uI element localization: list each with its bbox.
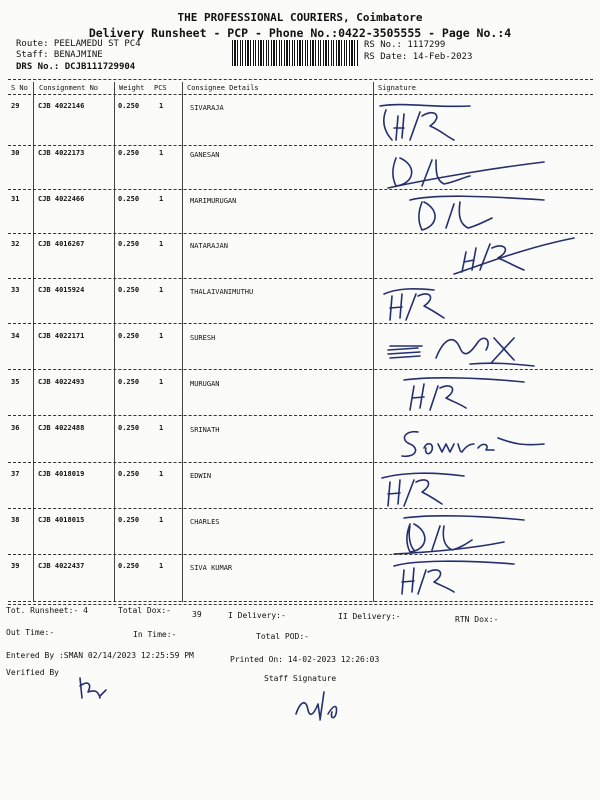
rs-number: RS No.: 1117299 (364, 40, 446, 50)
row-consignee: NATARAJAN (190, 242, 228, 250)
signature-scribble (374, 324, 592, 364)
row-pcs: 1 (159, 378, 164, 386)
rs-date: RS Date: 14-Feb-2023 (364, 52, 473, 62)
verifier-signature (74, 668, 134, 708)
out-time: Out Time:- (6, 628, 55, 637)
row-pcs: 1 (159, 562, 164, 570)
row-weight: 0.250 (118, 195, 140, 203)
row-sno: 36 (11, 424, 20, 432)
row-consignee: CHARLES (190, 518, 220, 526)
row-rule (8, 415, 593, 416)
row-weight: 0.250 (118, 470, 140, 478)
barcode-image (232, 40, 358, 66)
staff-signature (290, 684, 360, 724)
row-consignment: CJB 4022488 (38, 424, 85, 432)
row-weight: 0.250 (118, 286, 140, 294)
row-sno: 33 (11, 286, 20, 294)
signature-hr (374, 234, 592, 274)
row-pcs: 1 (159, 102, 164, 110)
row-pcs: 1 (159, 240, 164, 248)
signature-hr (374, 100, 592, 140)
row-rule (8, 508, 593, 509)
row-sno: 35 (11, 378, 20, 386)
in-time: In Time:- (133, 630, 177, 639)
row-sno: 32 (11, 240, 20, 248)
signature-hr (374, 556, 592, 596)
row-pcs: 1 (159, 286, 164, 294)
row-consignment: CJB 4016267 (38, 240, 85, 248)
table-header-rule (8, 94, 593, 95)
row-weight: 0.250 (118, 149, 140, 157)
row-sno: 37 (11, 470, 20, 478)
row-rule (8, 145, 593, 146)
row-sno: 29 (11, 102, 20, 110)
row-rule (8, 369, 593, 370)
total-runsheet: Tot. Runsheet:- 4 (6, 606, 88, 615)
row-consignee: SIVARAJA (190, 104, 224, 112)
row-consignee: SURESH (190, 334, 216, 342)
row-consignee: SIVA KUMAR (190, 564, 233, 572)
table-bottom-rule (8, 604, 593, 605)
row-rule (8, 278, 593, 279)
row-pcs: 1 (159, 195, 164, 203)
row-pcs: 1 (159, 516, 164, 524)
document-title: THE PROFESSIONAL COURIERS, Coimbatore (177, 11, 423, 24)
row-consignee: THALAIVANIMUTHU (190, 288, 254, 296)
row-consignee: MARIMURUGAN (190, 197, 237, 205)
row-weight: 0.250 (118, 516, 140, 524)
column-header-consignment: Consignment No (39, 84, 99, 92)
row-sno: 38 (11, 516, 20, 524)
row-pcs: 1 (159, 332, 164, 340)
signature-dl (374, 190, 592, 230)
row-rule (8, 462, 593, 463)
row-weight: 0.250 (118, 424, 140, 432)
row-consignment: CJB 4018015 (38, 516, 85, 524)
signature-dl (374, 148, 592, 188)
signature-hr (374, 466, 592, 506)
row-sno: 30 (11, 149, 20, 157)
ii-delivery: II Delivery:- (338, 612, 401, 621)
row-consignee: EDWIN (190, 472, 212, 480)
staff-label: Staff: BENAJMINE (16, 50, 103, 60)
column-header-sno: S No (11, 84, 28, 92)
row-pcs: 1 (159, 470, 164, 478)
column-header-weight: Weight (119, 84, 145, 92)
column-divider (114, 82, 115, 602)
i-delivery: I Delivery:- (228, 611, 286, 620)
row-weight: 0.250 (118, 102, 140, 110)
column-header-signature: Signature (378, 84, 416, 92)
signature-sowrna (374, 418, 592, 458)
signature-hr (374, 372, 592, 412)
table-top-rule (8, 79, 593, 80)
table-bottom-rule (8, 601, 593, 602)
rtn-dox: RTN Dox:- (455, 615, 499, 624)
row-weight: 0.250 (118, 240, 140, 248)
signature-dl (374, 512, 592, 552)
total-pod: Total POD:- (256, 632, 309, 641)
row-weight: 0.250 (118, 378, 140, 386)
column-divider (33, 82, 34, 602)
total-dox-label: Total Dox:- (118, 606, 171, 615)
row-consignee: MURUGAN (190, 380, 220, 388)
drs-number: DRS No.: DCJB111729904 (16, 62, 136, 72)
signature-hr (374, 280, 592, 320)
entered-by: Entered By :SMAN 02/14/2023 12:25:59 PM (6, 651, 194, 660)
row-pcs: 1 (159, 424, 164, 432)
document-subtitle: Delivery Runsheet - PCP - Phone No.:0422-3505555 - Page No.:4 (88, 26, 512, 40)
staff-signature-label: Staff Signature (264, 674, 337, 683)
row-consignment: CJB 4015924 (38, 286, 85, 294)
row-consignee: GANESAN (190, 151, 220, 159)
row-consignment: CJB 4022466 (38, 195, 85, 203)
column-header-consignee: Consignee Details (187, 84, 259, 92)
row-consignment: CJB 4022437 (38, 562, 85, 570)
row-pcs: 1 (159, 149, 164, 157)
row-consignment: CJB 4022146 (38, 102, 85, 110)
printed-on: Printed On: 14-02-2023 12:26:03 (230, 655, 380, 664)
row-sno: 39 (11, 562, 20, 570)
row-consignment: CJB 4018019 (38, 470, 85, 478)
total-dox-value: 39 (192, 610, 202, 619)
row-sno: 34 (11, 332, 20, 340)
column-divider (182, 82, 183, 602)
row-weight: 0.250 (118, 562, 140, 570)
row-consignment: CJB 4022171 (38, 332, 85, 340)
row-sno: 31 (11, 195, 20, 203)
route-label: Route: PEELAMEDU ST PC4 (16, 39, 141, 49)
row-consignee: SRINATH (190, 426, 220, 434)
column-header-pcs: PCS (154, 84, 167, 92)
row-consignment: CJB 4022493 (38, 378, 85, 386)
row-rule (8, 554, 593, 555)
row-consignment: CJB 4022173 (38, 149, 85, 157)
row-weight: 0.250 (118, 332, 140, 340)
verified-by: Verified By (6, 668, 59, 677)
